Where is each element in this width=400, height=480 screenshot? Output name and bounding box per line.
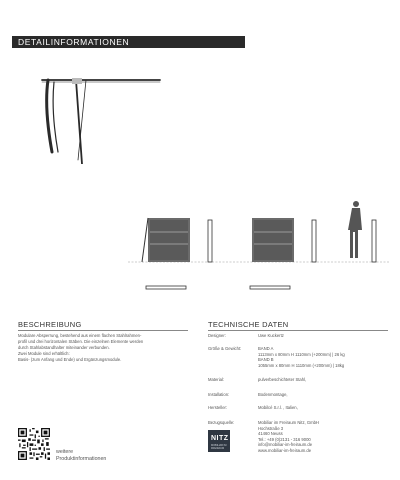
spec-value <box>258 346 398 368</box>
technische-daten-title: TECHNISCHE DATEN <box>208 320 289 329</box>
spec-value-line: Tel.: +49 (0)2131 - 316 9000 <box>258 436 311 442</box>
plan-view-right <box>250 286 290 289</box>
elevation-drawing <box>128 196 390 292</box>
spec-value-line: BAND A <box>258 346 274 351</box>
nitz-logo-subtext: MOBILIAR IM FREIRAUM <box>211 444 227 450</box>
barrier-module-right <box>252 218 294 262</box>
barrier-module-left <box>142 218 190 262</box>
spec-label: Installation: <box>208 392 230 397</box>
spec-value: Bodenmontage, <box>258 392 288 397</box>
beschreibung-line: profil und drei horizontalen Stäben. Die einzelnen Elemente werden <box>18 339 144 344</box>
spec-value-line: 1113mm x 80mm H 1110mm (+200mm) | 26 kg <box>258 351 345 357</box>
barrier-side-far <box>372 220 376 262</box>
technische-daten-divider <box>208 330 388 331</box>
spec-label: Hersteller: <box>208 405 228 410</box>
beschreibung-line: Zwei Module sind erhältlich: <box>18 351 70 356</box>
section-header-bar <box>12 36 245 48</box>
beschreibung-text <box>18 333 188 363</box>
spec-value-line: BAND B <box>258 357 274 362</box>
spec-value <box>258 420 398 453</box>
barrier-side-left <box>208 220 212 262</box>
beschreibung-divider <box>18 330 188 331</box>
spec-label: Designer: <box>208 333 226 338</box>
spec-value-line: 1055mm x 80mm H 1110mm (+200mm) | 18kg <box>258 362 345 368</box>
spec-value-line: 41460 Neuss <box>258 431 283 436</box>
spec-label: Größe & Gewicht: <box>208 346 242 351</box>
spec-value-line: Mobiliar im Freiraum Nitz, GmbH <box>258 420 319 425</box>
spec-value: pulverbeschichteter Stahl, <box>258 377 307 382</box>
qr-caption[interactable] <box>56 449 106 463</box>
beschreibung-title: BESCHREIBUNG <box>18 320 82 329</box>
spec-value-link[interactable]: info@mobiliar-im-freiraum.de <box>258 442 313 447</box>
beschreibung-line: durch Stahlabstandhalter miteinander verbunden. <box>18 345 110 350</box>
barrier-detail-drawing <box>38 68 166 164</box>
spec-label: Material: <box>208 377 225 382</box>
spec-value: Uwe Kuckertz <box>258 333 284 338</box>
beschreibung-line: Modulare Absperrung, bestehend aus einem flachen Stahlrahmen- <box>18 333 142 338</box>
spec-value: Mobilcé S.r.l. , Italien, <box>258 405 298 410</box>
qr-caption-line: weitere <box>56 449 74 455</box>
person-scale-figure <box>348 201 362 258</box>
beschreibung-line: Basis- (zum Anfang und Ende) und Ergänzungsmodule. <box>18 357 122 362</box>
qr-code-icon[interactable] <box>18 428 50 460</box>
qr-caption-line: Produktinformationen <box>56 456 107 462</box>
spec-label: Bezugsquelle: <box>208 420 235 425</box>
section-header-title: DETAILINFORMATIONEN <box>18 37 130 47</box>
barrier-side-right <box>312 220 316 262</box>
spec-value-link[interactable]: www.mobiliar-im-freiraum.de <box>258 447 312 453</box>
plan-view-left <box>146 286 186 289</box>
nitz-logo <box>208 430 230 452</box>
nitz-logo-text: NITZ <box>211 435 229 442</box>
spec-value-line: Hochstraße 3 <box>258 425 284 431</box>
